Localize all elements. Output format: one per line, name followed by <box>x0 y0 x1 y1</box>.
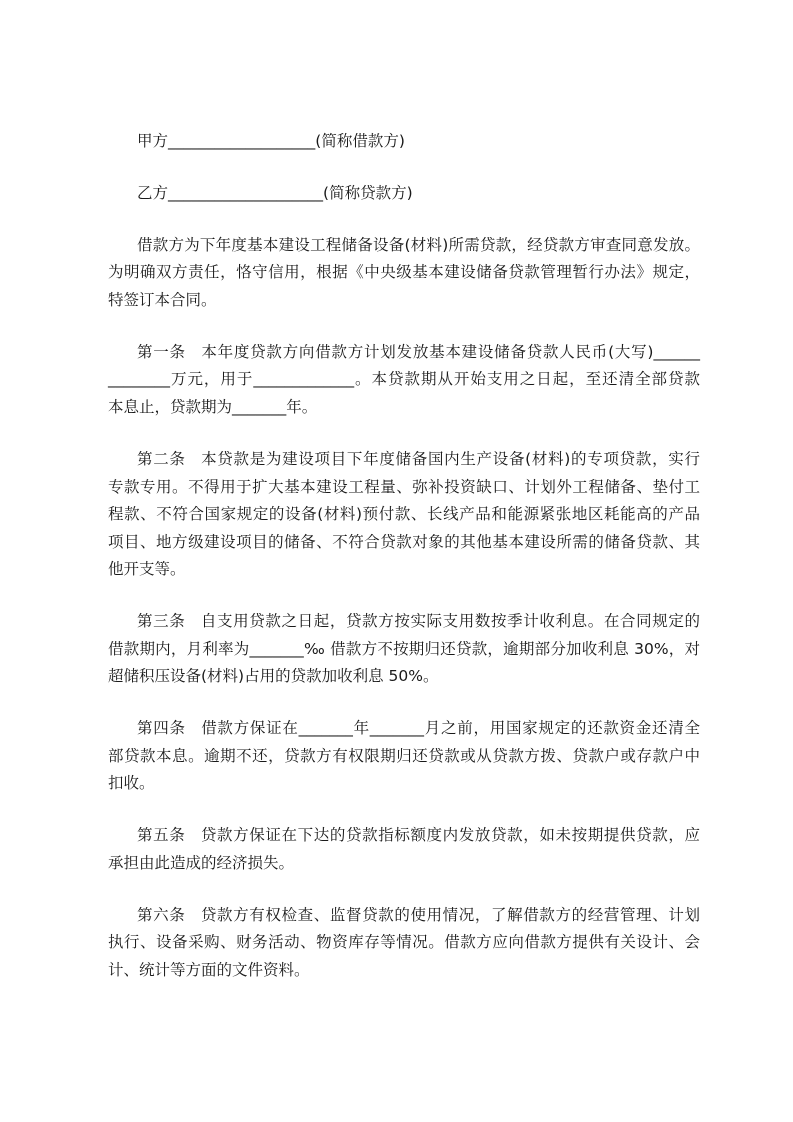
clause-line: 项目、地方级建设项目的储备、不符合贷款对象的其他基本建设所需的储备贷款、其 <box>108 532 700 551</box>
clause-line: 承担由此造成的经济损失。 <box>108 853 295 872</box>
preamble-paragraph <box>108 232 700 315</box>
clause-number: 第三条 <box>137 612 186 631</box>
clause-line: 专款专用。不得用于扩大基本建设工程量、弥补投资缺口、计划外工程储备、垫付工 <box>108 477 700 496</box>
clause-line <box>108 902 700 930</box>
party-a-label: 甲方 <box>137 132 169 150</box>
party-b-blank: ____________________ <box>168 183 324 202</box>
contract-body <box>108 128 700 1009</box>
clause-line: 部贷款本息。逾期不还，贷款方有权限期归还贷款或从贷款方拨、贷款户或存款户中 <box>108 746 700 765</box>
clause-text: 贷款方有权检查、监督贷款的使用情况，了解借款方的经营管理、计划 <box>200 905 700 924</box>
clause-2 <box>108 446 700 584</box>
clause-text: 借款方保证在_______年_______月之前，用国家规定的还款资金还清全 <box>201 719 700 738</box>
clause-line: 扣收。 <box>108 774 155 793</box>
clause-line <box>108 339 700 367</box>
clause-line: 计、统计等方面的文件资料。 <box>108 961 310 980</box>
clause-line: 他开支等。 <box>108 560 186 579</box>
clause-number: 第四条 <box>137 719 186 738</box>
clause-line: 超储积压设备(材料)占用的贷款加收利息 50%。 <box>108 667 439 686</box>
party-a-note: (简称借款方) <box>315 132 405 150</box>
preamble-line: 为明确双方责任，恪守信用，根据《中央级基本建设储备贷款管理暂行办法》规定， <box>108 263 700 282</box>
clause-number: 第五条 <box>137 826 186 845</box>
clause-number: 第六条 <box>137 905 186 924</box>
clause-line: ________万元，用于_____________。本贷款期从开始支用之日起，至还清全部贷款 <box>108 370 700 389</box>
clause-text: 本贷款是为建设项目下年度储备国内生产设备(材料)的专项贷款，实行 <box>201 449 700 468</box>
clause-text: 本年度贷款方向借款方计划发放基本建设储备贷款人民币(大写)______ <box>201 342 700 361</box>
clause-line: 程款、不符合国家规定的设备(材料)预付款、长线产品和能源紧张地区耗能高的产品 <box>108 505 700 524</box>
clause-line: 执行、设备采购、财务活动、物资库存等情况。借款方应向借款方提供有关设计、会 <box>108 933 700 952</box>
clause-5 <box>108 822 700 877</box>
clause-text: 贷款方保证在下达的贷款指标额度内发放贷款，如未按期提供贷款，应 <box>200 826 700 845</box>
clause-line: 本息止，贷款期为_______年。 <box>108 398 318 417</box>
clause-number: 第一条 <box>137 342 186 361</box>
preamble-line: 借款方为下年度基本建设工程储备设备(材料)所需贷款，经贷款方审查同意发放。 <box>137 235 700 254</box>
clause-line: 借款期内，月利率为_______‰ 借款方不按期归还贷款，逾期部分加收利息 30%，对 <box>108 639 700 658</box>
clause-line <box>108 608 700 636</box>
clause-6 <box>108 902 700 985</box>
party-a-blank: ___________________ <box>168 132 316 150</box>
clause-line <box>108 822 700 850</box>
clause-4 <box>108 715 700 798</box>
clause-text: 自支用贷款之日起，贷款方按实际支用数按季计收利息。在合同规定的 <box>200 612 700 631</box>
party-a-line <box>108 128 700 156</box>
party-b-label: 乙方 <box>137 183 169 202</box>
party-b-note: (简称贷款方) <box>323 183 413 202</box>
preamble-line: 特签订本合同。 <box>108 290 217 309</box>
clause-1 <box>108 339 700 422</box>
clause-3 <box>108 608 700 691</box>
clause-line <box>108 446 700 474</box>
party-b-line <box>108 180 700 208</box>
clause-line <box>108 715 700 743</box>
clause-number: 第二条 <box>137 449 186 468</box>
